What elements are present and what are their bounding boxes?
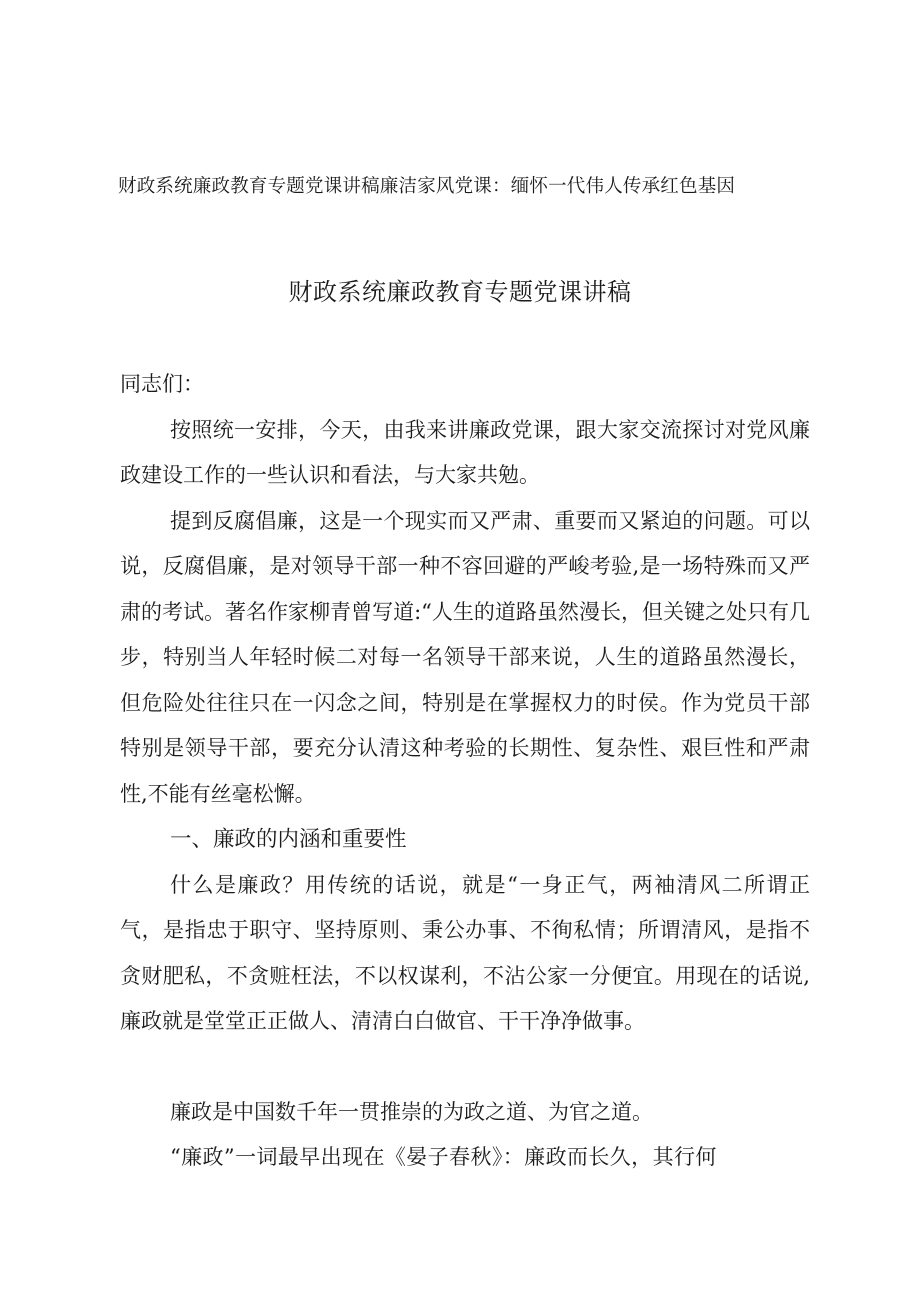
document-body bbox=[120, 362, 810, 1181]
salutation: 同志们： bbox=[120, 372, 204, 396]
paragraph-anti-corruption: 提到反腐倡廉，这是一个现实而又严肃、重要而又紧迫的问题。可以说，反腐倡廉，是对领导干部一种不容回避的严峻考验,是一场特殊而又严肃的考试。著名作家柳青曾写道:“人生的道路虽然漫长，但关键之处只有几步，特别当人年轻时候二对每一名领导干部来说，人生的道路虽然漫长，但危险处往往只在一闪念之间，特别是在掌握权力的时侯。作为党员干部特别是领导干部，要充分认清这种考验的长期性、复杂性、艰巨性和严肃性,不能有丝毫松懈。 bbox=[120, 508, 810, 806]
paragraph-yanzi-quote: “廉政”一词最早出现在《晏子春秋》：廉政而长久，其行何 bbox=[170, 1145, 717, 1169]
section-heading: 一、廉政的内涵和重要性 bbox=[170, 827, 407, 851]
document-header-line: 财政系统廉政教育专题党课讲稿廉洁家风党课：缅怀一代伟人传承红色基因 bbox=[118, 175, 736, 196]
paragraph-intro: 按照统一安排，今天，由我来讲廉政党课，跟大家交流探讨对党风廉政建设工作的一些认识和看法，与大家共勉。 bbox=[120, 417, 810, 487]
paragraph-definition: 什么是廉政？用传统的话说，就是“一身正气，两袖清风二所谓正气，是指忠于职守、坚持原则、秉公办事、不徇私情；所谓清风，是指不贪财肥私，不贪赃枉法，不以权谋利，不沾公家一分便宜。用现在的话说,廉政就是堂堂正正做人、清清白白做官、干干净净做事。 bbox=[120, 872, 810, 1033]
paragraph-tradition: 廉政是中国数千年一贯推崇的为政之道、为官之道。 bbox=[170, 1099, 653, 1124]
document-title: 财政系统廉政教育专题党课讲稿 bbox=[288, 279, 632, 306]
paragraph-gap bbox=[120, 1045, 810, 1090]
